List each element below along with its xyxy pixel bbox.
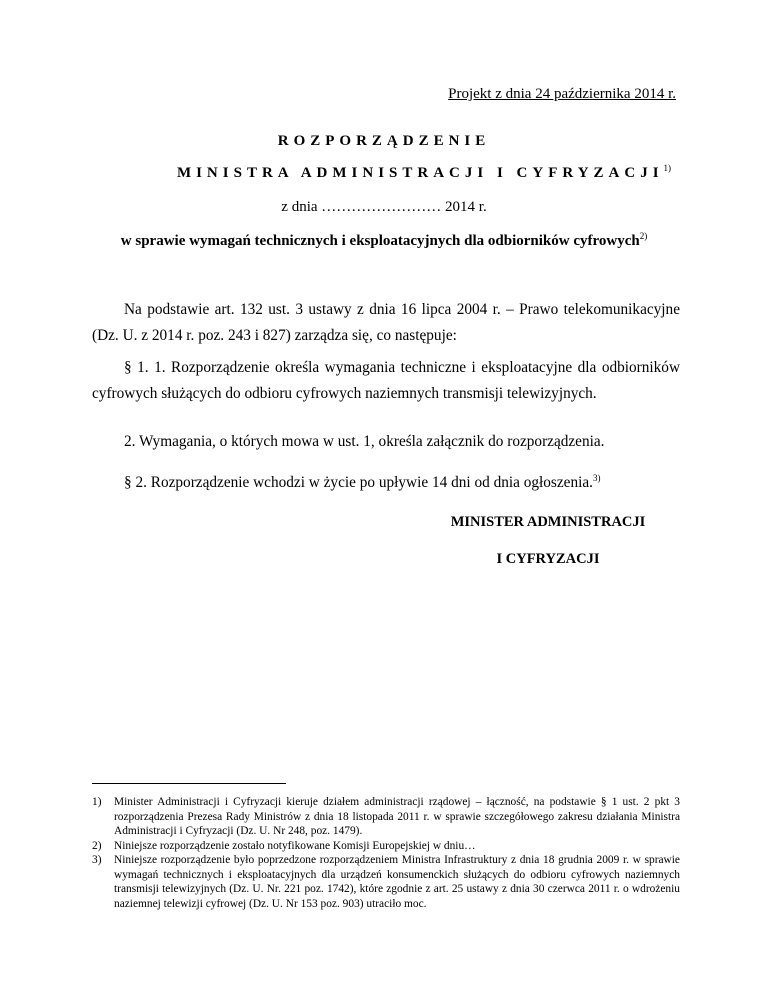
footnote-text: Niniejsze rozporządzenie zostało notyfikowane Komisji Europejskiej w dniu… (114, 839, 476, 852)
footnote-ref-2: 2) (639, 231, 648, 241)
subject-text: w sprawie wymagań technicznych i eksploatacyjnych dla odbiorników cyfrowych (120, 233, 640, 249)
regulation-subject (0, 231, 768, 250)
footnote-ref-1: 1) (663, 163, 672, 173)
footnote-number: 2) (92, 839, 102, 852)
footnote-text: Minister Administracji i Cyfryzacji kieruje działem administracji rządowej – łączność, na podstawie § 1 ust. 2 pkt 3 rozporządzenia Prezesa Rady Ministrów z dnia 18 listopada 2011 r. w sprawie szczegółowego zakresu działania Ministra Administracji i Cyfryzacji (Dz. U. Nr 248, poz. 1479). (114, 796, 680, 837)
footnote-item (92, 795, 680, 839)
paragraph-1-section-2: 2. Wymagania, o których mowa w ust. 1, określa załącznik do rozporządzenia. (124, 433, 605, 450)
paragraph-2 (124, 465, 680, 496)
issue-date-line: z dnia …………………… 2014 r. (281, 199, 487, 215)
footnote-item (92, 839, 680, 854)
paragraph-1-section-1: § 1. 1. Rozporządzenie określa wymagania techniczne i eksploatacyjne dla odbiorników cyfrowych służących do odbioru cyfrowych naziemnych transmisji telewizyjnych. (92, 359, 680, 402)
footnote-number: 3) (92, 854, 102, 866)
preamble-paragraph: Na podstawie art. 132 ust. 3 ustawy z dnia 16 lipca 2004 r. – Prawo telekomunikacyjne (Dz. U. z 2014 r. poz. 243 i 827) zarządza się, co następuje: (92, 301, 680, 344)
footnote-separator (92, 783, 286, 784)
footnotes-section (92, 795, 680, 911)
issuer-title-text: MINISTRA ADMINISTRACJI I CYFRYZACJI (176, 165, 664, 181)
draft-date-label: Projekt z dnia 24 października 2014 r. (448, 86, 676, 102)
footnote-number: 1) (92, 796, 102, 808)
signature-line-1: MINISTER ADMINISTRACJI (450, 514, 646, 530)
paragraph-2-text: § 2. Rozporządzenie wchodzi w życie po upływie 14 dni od dnia ogłoszenia. (124, 474, 593, 492)
signature-line-2: I CYFRYZACJI (496, 551, 600, 567)
regulation-title: ROZPORZĄDZENIE (277, 133, 491, 149)
footnote-item (92, 853, 680, 911)
footnote-text: Niniejsze rozporządzenie było poprzedzone rozporządzeniem Ministra Infrastruktury z dnia 18 grudnia 2009 r. w sprawie wymagań technicznych i eksploatacyjnych dla urządzeń konsumenckich służących do odbioru cyfrowych naziemnych transmisji telewizyjnych (Dz. U. Nr. 221 poz. 1742), które zgodnie z art. 25 ustawy z dnia 30 czerwca 2011 r. o wdrożeniu naziemnej telewizji cyfrowej (Dz. U. Nr 153 poz. 903) utraciło moc. (114, 854, 680, 910)
issuer-title (40, 163, 768, 182)
footnote-ref-3: 3) (592, 473, 601, 483)
